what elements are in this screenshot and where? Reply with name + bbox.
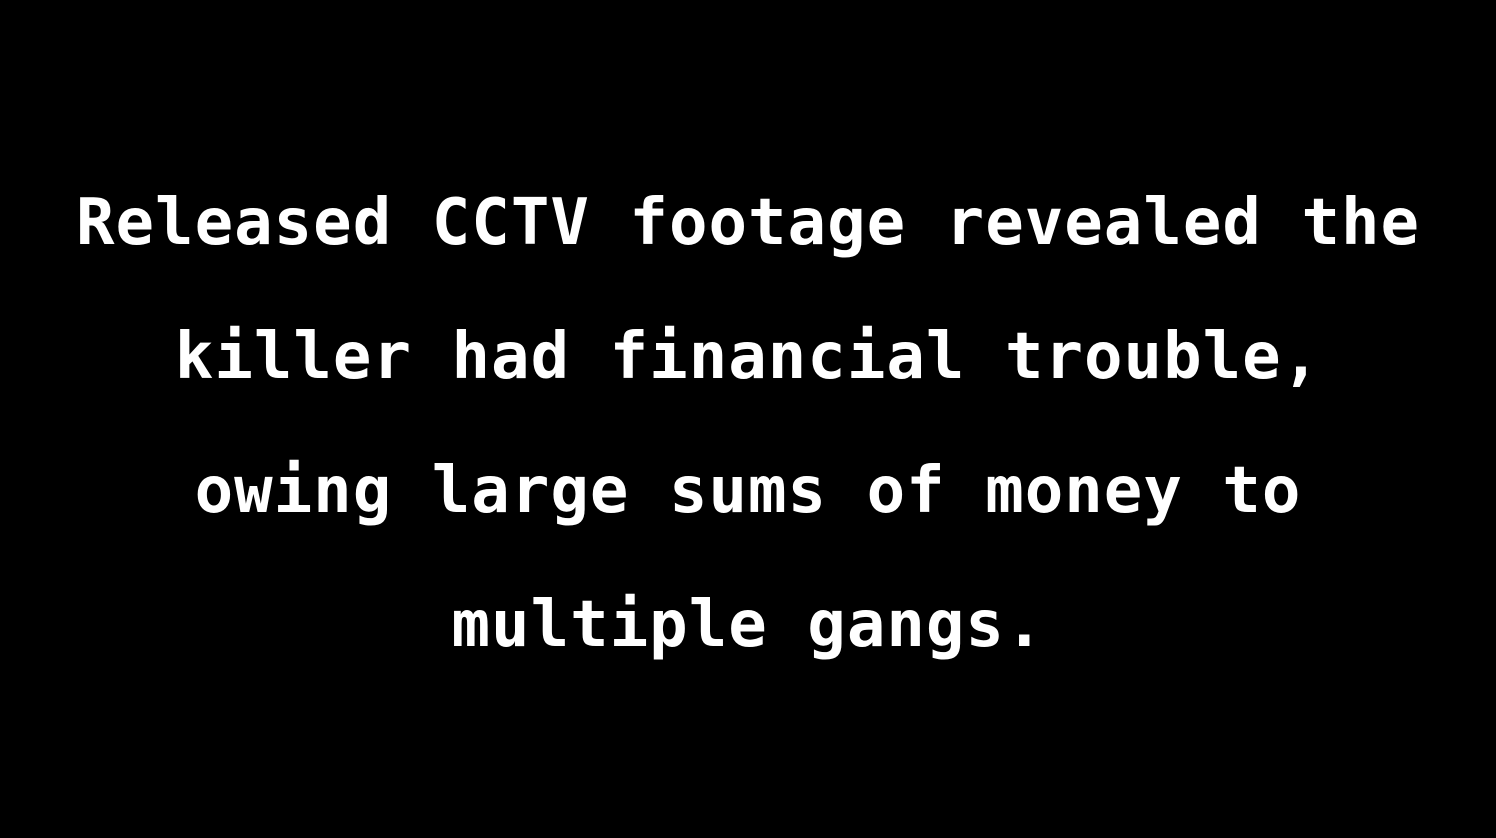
- narration-line-2: killer had financial trouble,: [174, 320, 1322, 394]
- narration-line-1: Released CCTV footage revealed the: [75, 186, 1421, 260]
- narration-line-4: multiple gangs.: [451, 588, 1045, 662]
- narration-line-3: owing large sums of money to: [194, 454, 1302, 528]
